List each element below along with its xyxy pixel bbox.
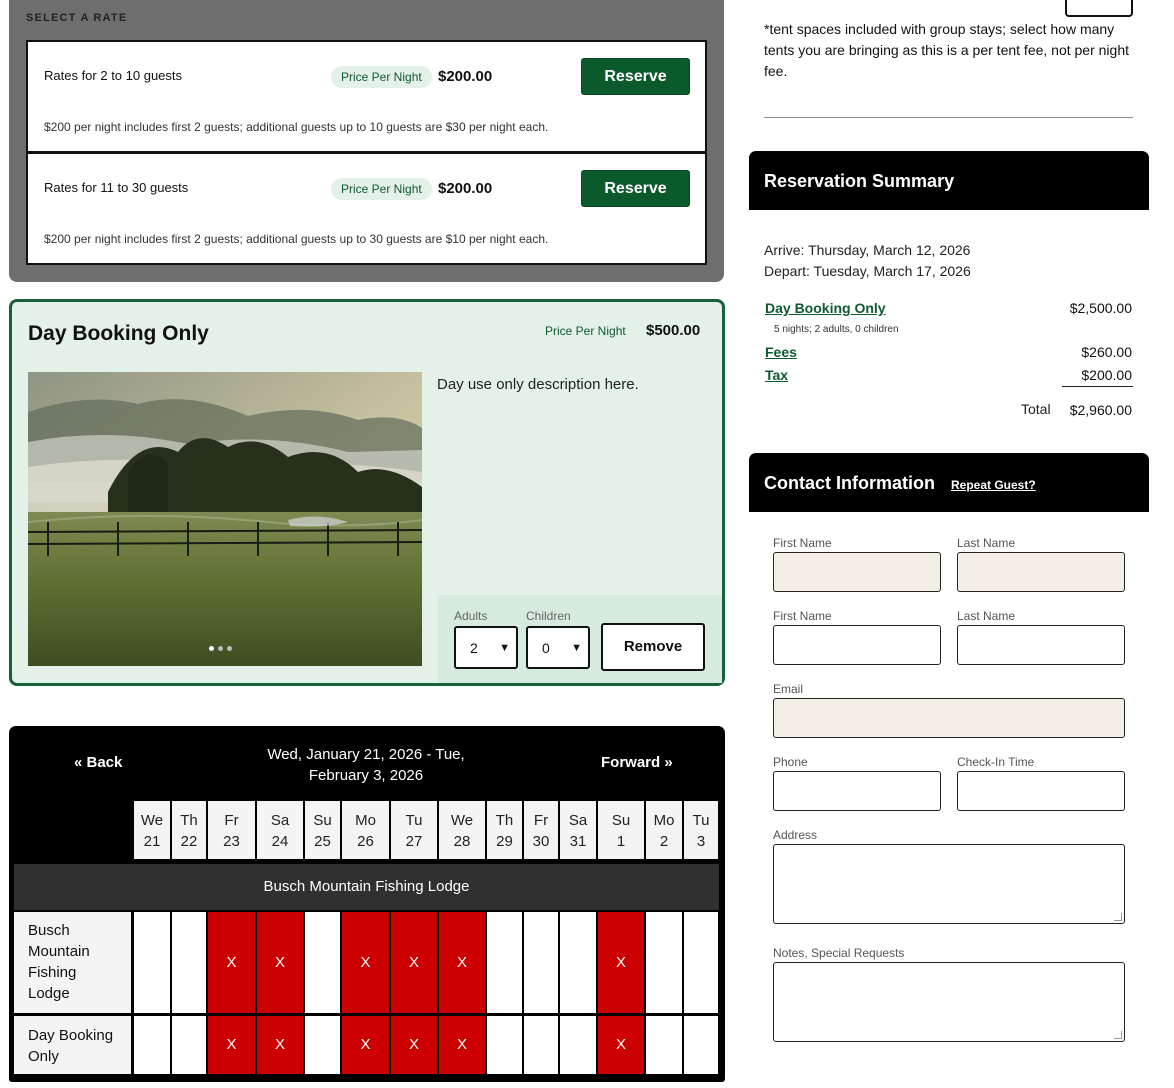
day-booking-price: $500.00 <box>646 322 701 339</box>
booked-day-cell[interactable] <box>342 1016 389 1074</box>
price-per-night-badge: Price Per Night <box>331 178 432 200</box>
adults-select[interactable] <box>454 626 518 669</box>
tax-link[interactable]: Tax <box>765 367 789 383</box>
day-number: 28 <box>453 833 471 850</box>
notes-label: Notes, Special Requests <box>773 946 905 960</box>
booked-day-cell[interactable] <box>598 1016 644 1074</box>
day-number: 27 <box>405 833 423 850</box>
calendar-forward-link[interactable]: Forward » <box>601 754 673 771</box>
day-of-week: Fr <box>533 812 549 829</box>
reservation-summary-title: Reservation Summary <box>764 171 955 191</box>
adults-value: 2 <box>470 640 478 656</box>
carousel-dot[interactable] <box>218 646 223 651</box>
day-number: 25 <box>314 833 331 850</box>
available-day-cell[interactable] <box>646 1016 682 1074</box>
available-day-cell[interactable] <box>560 1016 596 1074</box>
rate-price: $200.00 <box>438 68 493 85</box>
last-name-field[interactable] <box>957 552 1125 592</box>
first-name-label: First Name <box>773 609 832 623</box>
calendar-day-header <box>684 801 718 859</box>
contact-information-title: Contact Information <box>764 473 935 493</box>
booked-day-cell[interactable] <box>439 1016 485 1074</box>
children-select[interactable] <box>526 626 590 669</box>
available-day-cell[interactable] <box>305 912 340 1013</box>
children-label: Children <box>526 609 571 623</box>
booked-day-cell[interactable] <box>598 912 644 1013</box>
check-in-time-label: Check-In Time <box>957 755 1035 769</box>
booked-mark: X <box>226 1036 237 1053</box>
tent-quantity-control[interactable] <box>1065 0 1133 17</box>
address-label: Address <box>773 828 818 842</box>
summary-item-detail: 5 nights; 2 adults, 0 children <box>774 324 899 335</box>
total-amount: $2,960.00 <box>1069 402 1132 418</box>
calendar-day-header <box>487 801 522 859</box>
day-of-week: Sa <box>568 812 588 829</box>
day-number: 21 <box>143 833 161 850</box>
day-of-week: Th <box>495 812 514 829</box>
calendar-day-header <box>391 801 437 859</box>
calendar-day-header <box>342 801 389 859</box>
first-name-label: First Name <box>773 536 832 550</box>
day-booking-card <box>9 299 725 686</box>
depart-date: Depart: Tuesday, March 17, 2026 <box>764 263 971 279</box>
booked-mark: X <box>408 954 419 971</box>
reservation-summary-header <box>749 151 1149 210</box>
calendar-day-header <box>439 801 485 859</box>
phone-field[interactable] <box>773 771 941 811</box>
calendar-day-header <box>646 801 682 859</box>
calendar-day-header <box>598 801 644 859</box>
calendar-row-label: Busch Mountain Fishing Lodge <box>14 912 131 1013</box>
booked-day-cell[interactable] <box>257 1016 303 1074</box>
address-textarea[interactable] <box>773 844 1125 924</box>
available-day-cell[interactable] <box>524 912 558 1013</box>
fees-link[interactable]: Fees <box>765 344 797 360</box>
calendar-day-header <box>305 801 340 859</box>
booked-day-cell[interactable] <box>391 1016 437 1074</box>
rate-card <box>26 152 707 265</box>
calendar-row-label: Day Booking Only <box>14 1016 131 1074</box>
rate-price: $200.00 <box>438 180 493 197</box>
booked-day-cell[interactable] <box>257 912 303 1013</box>
price-per-night-label: Price Per Night <box>545 324 626 338</box>
last-name-label: Last Name <box>957 609 1016 623</box>
available-day-cell[interactable] <box>172 912 206 1013</box>
booked-mark: X <box>274 954 285 971</box>
calendar-section-header: Busch Mountain Fishing Lodge <box>14 864 719 910</box>
available-day-cell[interactable] <box>646 912 682 1013</box>
rate-description: $200 per night includes first 2 guests; additional guests up to 30 guests are $10 per night each. <box>44 232 549 246</box>
email-label: Email <box>773 682 804 696</box>
calendar-day-header <box>257 801 303 859</box>
day-number: 30 <box>532 833 550 850</box>
calendar-day-header <box>524 801 558 859</box>
calendar-day-header <box>172 801 206 859</box>
rate-selection-panel <box>9 0 724 282</box>
first-name-field-2[interactable] <box>773 625 941 665</box>
day-number: 29 <box>496 833 513 850</box>
last-name-field-2[interactable] <box>957 625 1125 665</box>
day-number: 31 <box>569 833 587 850</box>
phone-label: Phone <box>773 755 808 769</box>
booked-mark: X <box>226 954 237 971</box>
booked-day-cell[interactable] <box>208 912 255 1013</box>
check-in-time-field[interactable] <box>957 771 1125 811</box>
summary-item-amount: $2,500.00 <box>1069 300 1132 316</box>
tent-fee-note: *tent spaces included with group stays; select how many tents you are bringing as this is a per tent fee, not per night fee. <box>764 21 1129 79</box>
rate-card <box>26 40 707 153</box>
booked-mark: X <box>615 954 626 971</box>
notes-textarea[interactable] <box>773 962 1125 1042</box>
day-of-week: Mo <box>355 812 376 829</box>
day-number: 24 <box>271 833 289 850</box>
guest-selector <box>438 595 722 683</box>
total-label: Total <box>1021 401 1051 417</box>
day-of-week: Th <box>180 812 198 829</box>
available-day-cell[interactable] <box>305 1016 340 1074</box>
contact-information-header <box>749 453 1149 512</box>
carousel-dot[interactable] <box>209 646 214 651</box>
calendar-day-header <box>208 801 255 859</box>
rates-heading: SELECT A RATE <box>26 12 128 24</box>
booked-mark: X <box>360 1036 371 1053</box>
divider <box>764 117 1133 118</box>
day-of-week: Mo <box>653 812 675 829</box>
chevron-down-icon: ▼ <box>571 642 582 654</box>
rate-description: $200 per night includes first 2 guests; additional guests up to 10 guests are $30 per night each. <box>44 120 549 134</box>
booked-day-cell[interactable] <box>391 912 437 1013</box>
available-day-cell[interactable] <box>684 1016 718 1074</box>
day-number: 3 <box>696 833 706 850</box>
carousel-dots[interactable] <box>209 646 232 651</box>
adults-label: Adults <box>454 609 488 623</box>
available-day-cell[interactable] <box>487 912 522 1013</box>
booked-mark: X <box>360 954 371 971</box>
day-booking-description: Day use only description here. <box>437 376 639 393</box>
price-per-night-badge: Price Per Night <box>331 66 432 88</box>
day-of-week: Su <box>611 812 631 829</box>
available-day-cell[interactable] <box>487 1016 522 1074</box>
booked-mark: X <box>408 1036 419 1053</box>
tax-amount: $200.00 <box>1081 367 1132 383</box>
day-of-week: We <box>140 812 164 829</box>
day-number: 2 <box>659 833 669 850</box>
day-number: 22 <box>180 833 198 850</box>
calendar-day-header <box>134 801 170 859</box>
booked-day-cell[interactable] <box>208 1016 255 1074</box>
remove-button[interactable]: Remove <box>601 623 705 671</box>
rate-title: Rates for 11 to 30 guests <box>44 180 189 195</box>
arrive-date: Arrive: Thursday, March 12, 2026 <box>764 242 971 258</box>
day-of-week: Su <box>313 812 332 829</box>
day-of-week: Tu <box>405 812 423 829</box>
available-day-cell[interactable] <box>134 912 170 1013</box>
last-name-label: Last Name <box>957 536 1016 550</box>
available-day-cell[interactable] <box>172 1016 206 1074</box>
booked-mark: X <box>615 1036 626 1053</box>
availability-calendar <box>9 726 725 1082</box>
booked-mark: X <box>456 1036 467 1053</box>
available-day-cell[interactable] <box>134 1016 170 1074</box>
reserve-button[interactable]: Reserve <box>581 170 690 207</box>
available-day-cell[interactable] <box>560 912 596 1013</box>
day-of-week: Sa <box>270 812 290 829</box>
rate-title: Rates for 2 to 10 guests <box>44 68 183 83</box>
landscape-photo <box>28 372 422 666</box>
day-number: 23 <box>223 833 240 850</box>
children-value: 0 <box>542 640 550 656</box>
fees-amount: $260.00 <box>1081 344 1132 360</box>
booked-mark: X <box>274 1036 285 1053</box>
booked-day-cell[interactable] <box>439 912 485 1013</box>
booked-mark: X <box>456 954 467 971</box>
calendar-date-range: Wed, January 21, 2026 - Tue, February 3, 2026 <box>267 746 465 784</box>
summary-item-link[interactable]: Day Booking Only <box>765 300 886 316</box>
calendar-day-header <box>560 801 596 859</box>
chevron-down-icon: ▼ <box>499 642 510 654</box>
calendar-back-link[interactable]: « Back <box>74 754 123 771</box>
day-number: 1 <box>616 833 626 850</box>
email-field[interactable] <box>773 698 1125 738</box>
booked-day-cell[interactable] <box>342 912 389 1013</box>
property-photo-carousel[interactable] <box>28 372 422 666</box>
day-booking-title: Day Booking Only <box>28 322 209 345</box>
reserve-button[interactable]: Reserve <box>581 58 690 95</box>
day-number: 26 <box>357 833 374 850</box>
carousel-dot[interactable] <box>227 646 232 651</box>
available-day-cell[interactable] <box>684 912 718 1013</box>
repeat-guest-link[interactable]: Repeat Guest? <box>951 478 1036 492</box>
first-name-field[interactable] <box>773 552 941 592</box>
available-day-cell[interactable] <box>524 1016 558 1074</box>
total-rule <box>1062 386 1133 387</box>
day-of-week: We <box>450 812 474 829</box>
day-of-week: Fr <box>224 812 239 829</box>
day-of-week: Tu <box>692 812 710 829</box>
